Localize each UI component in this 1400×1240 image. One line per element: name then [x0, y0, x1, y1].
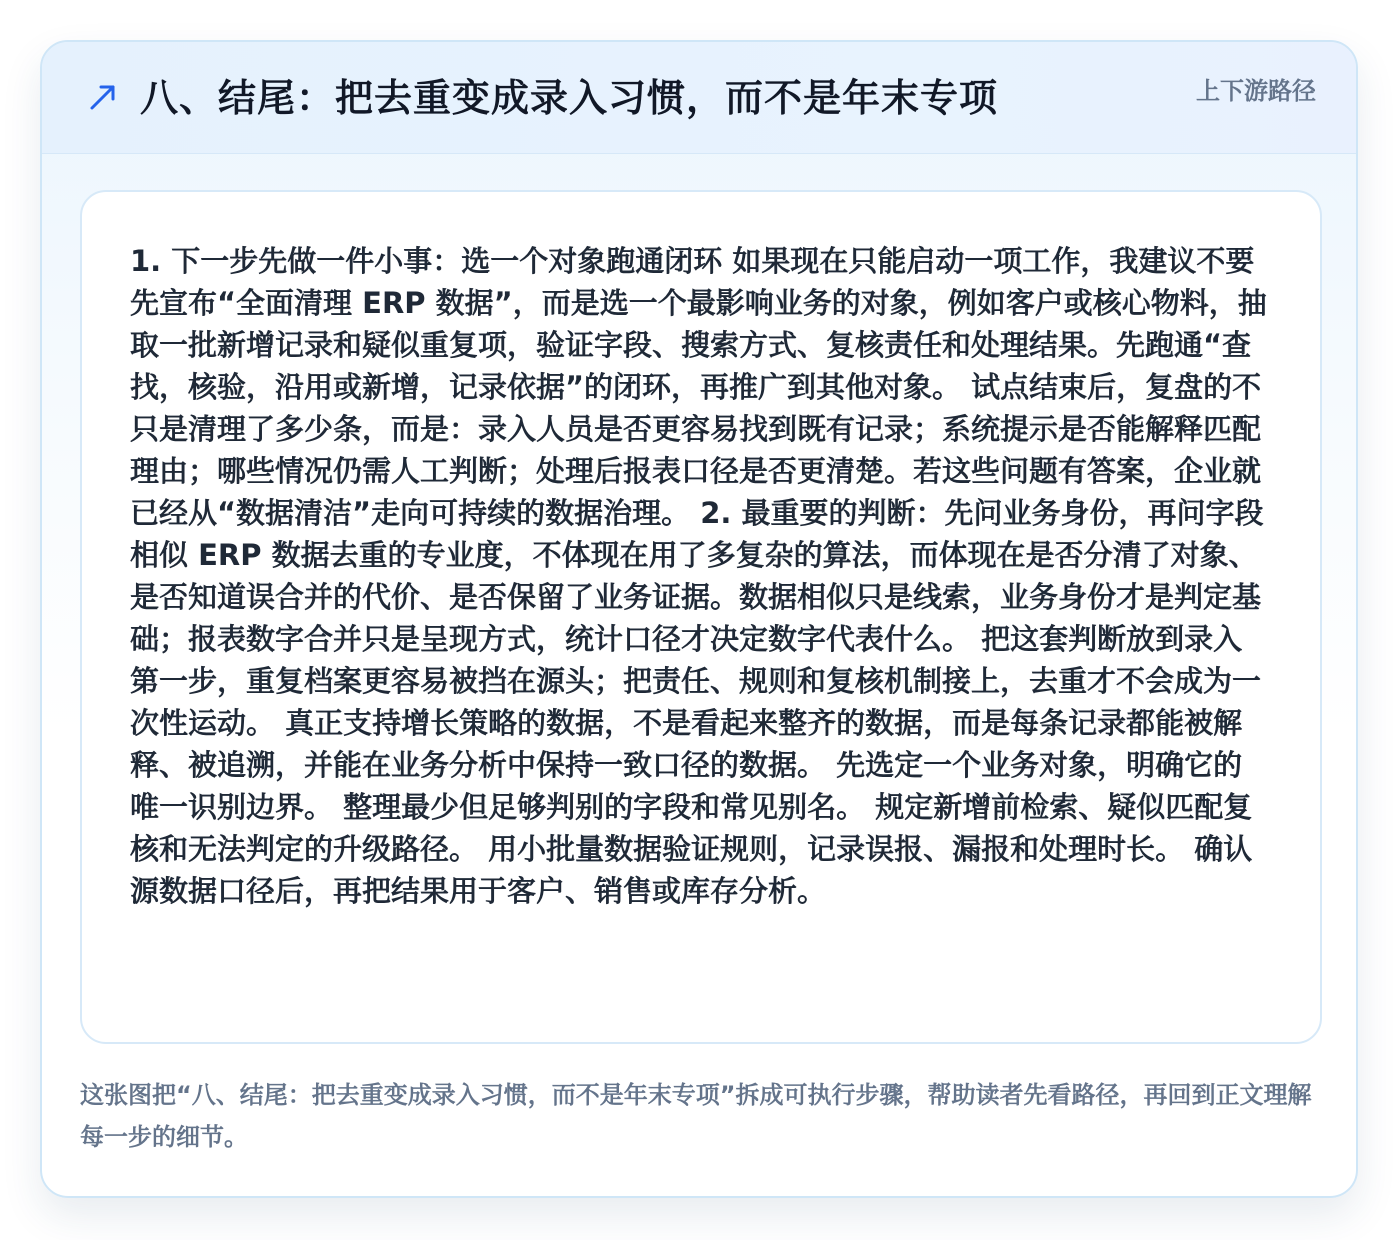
- arrow-up-right-icon: [88, 82, 118, 112]
- card-header: [42, 42, 1356, 154]
- figure-caption: 这张图把“八、结尾：把去重变成录入习惯，而不是年末专项”拆成可执行步骤，帮助读者先看路径，再回到正文理解每一步的细节。: [80, 1081, 1312, 1151]
- section-title: 八、结尾：把去重变成录入习惯，而不是年末专项: [140, 76, 999, 120]
- body-text: 1. 下一步先做一件小事：选一个对象跑通闭环 如果现在只能启动一项工作，我建议不要先宣布“全面清理 ERP 数据”，而是选一个最影响业务的对象，例如客户或核心物料，抽取一批新增记录和疑似重复项，验证字段、搜索方式、复核责任和处理结果。先跑通“查找，核验，沿用或新增，记录依据”的闭环，再推广到其他对象。 试点结束后，复盘的不只是清理了多少条，而是：录入人员是否更容易找到既有记录；系统提示是否能解释匹配理由；哪些情况仍需人工判断；处理后报表口径是否更清楚。若这些问题有答案，企业就已经从“数据清洁”走向可持续的数据治理。 2. 最重要的判断：先问业务身份，再问字段相似 ERP 数据去重的专业度，不体现在用了多复杂的算法，而体现在是否分清了对象、是否知道误合并的代价、是否保留了业务证据。数据相似只是线索，业务身份才是判定基础；报表数字合并只是呈现方式，统计口径才决定数字代表什么。 把这套判断放到录入第一步，重复档案更容易被挡在源头；把责任、规则和复核机制接上，去重才不会成为一次性运动。 真正支持增长策略的数据，不是看起来整齐的数据，而是每条记录都能被解释、被追溯，并能在业务分析中保持一致口径的数据。 先选定一个业务对象，明确它的唯一识别边界。 整理最少但足够判别的字段和常见别名。 规定新增前检索、疑似匹配复核和无法判定的升级路径。 用小批量数据验证规则，记录误报、漏报和处理时长。 确认源数据口径后，再把结果用于客户、销售或库存分析。: [130, 244, 1267, 908]
- summary-card: [40, 40, 1358, 1198]
- content-panel: [80, 190, 1322, 1044]
- path-badge: 上下游路径: [1196, 77, 1316, 105]
